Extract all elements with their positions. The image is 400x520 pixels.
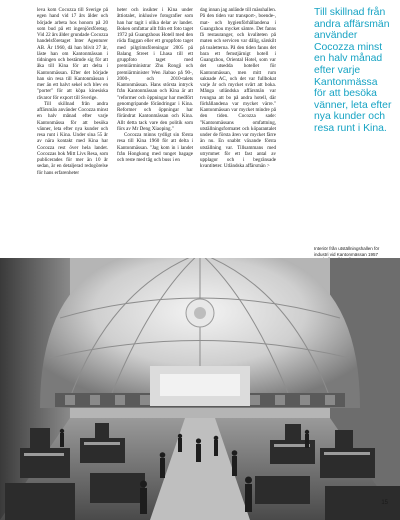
caption-text-2: Kantonmässan 1957 (336, 251, 379, 257)
article-column-2 (117, 7, 193, 265)
exhibition-hall-image (0, 258, 400, 520)
page-number: 15 (381, 500, 388, 506)
exhibition-hall-photo (0, 258, 400, 520)
article-column-3 (200, 7, 276, 265)
pull-quote: Till skillnad från andra affärsmän använder Cocozza minst en halv månad efter varje Kantonmässa för att besöka vänner, leta efter nya kunder och resa runt i Kina. (314, 7, 392, 134)
column-2-paragraph: Cocozza minns tydligt sin första resa till Kina 1960 för att delta i Kantonmässan. "Jag kom in i landet från Hongkong med tunget bagage och reste med tåg och buss i en (117, 132, 193, 163)
column-3-paragraph: dag innan jag anlände till mässhallen. På den tiden var transport-, boende-, mat- och hygienförhållandena i Guangzhou mycket sämre. Det fanns få restauranger, och kvaliteten på maten och servicen var dålig, särskilt på toaletterna. På den tiden fanns det bara ett femstjärnigt hotell i Guangzhou, Oriental Hotel, som var det utsedda hotellet för Kantonmässan, men mitt rum saknade AC, och det var fullbokat varje år och mycket svårt att boka. Många utländska affärsmän var tvungna att bo på andra hotell, där förhållandena var mycket värre." Kantonmässan var mycket mindre på den tiden. Cocozza sade: "Kantonmässans omfattning, utställningsformatet och köparantalet under de första åren var mycket färre än nu. En snabbt växande första utställning var. Tillsammans med utrymmet för ett fast antal av upplagor och i begränsade kvantiteter. Utländska affärsmän > (200, 7, 276, 170)
article-column-1 (37, 7, 108, 265)
column-1-paragraph: leva kom Cocozza till Sverige på egen hand vid 17 års ålder och började arbeta hos honom på 20 som bud på ett ingenjörsföretag. Vid 22 års ålder grundade Cocozza handelsföretaget Inter Agenturer AB. År 1960, då han blivit 27 år, läste han om Kantonmässan i tidningen och bestämde sig för att åka till Kina för att delta i Kantonmässan. Efter det började han sin resa till Kantonmässan i mer än ett halvt sekel och blev en "porter" för att köpa kinesiska råvaror för export till Sverige. (37, 7, 108, 101)
column-1-paragraph: Till skillnad från andra affärsmän använder Cocozza minst en halv månad efter varje Kantonmässa för att besöka vänner, leta efter nya kunder och resa runt i Kina. Under sina 55 år av nära kontakt med Kina har Cocozza rest över hela landet. Cocozzas bok Mitt Livs Resa, som publicerades för mer än 10 år sedan, är en detaljerad redogörelse för hans erfarenheter (37, 100, 108, 176)
column-2-paragraph: heter och insikter i Kina under åttiotalet, inklusive fotografier som han har tagit i olika delar av landet. Boken omfattar allt från ett foto taget 1972 på Guangzhous Hotell med den röda flaggan eller ett gruppfoto taget med pilgrimsföreningar 2005 på Balang Street i Lhasa till ett gruppfoto taget med premiärministrar Zhu Rongji och premiärminister Wen Jiabao på 90-, 2000-, och 2010-talets Kantonmässan. Hans största intryck från Kantonmässan och Kina är att "reformer och öppningar har medfört genomgripande förändringar i Kina. Reformer och öppningar har förändrat Kantonmässan och Kina. Allt detta tack vare den politik som förs av Mr Deng Xiaoping." (117, 7, 193, 132)
caption-text-1: Interiör från utställningshallen för industri vid (314, 246, 380, 257)
